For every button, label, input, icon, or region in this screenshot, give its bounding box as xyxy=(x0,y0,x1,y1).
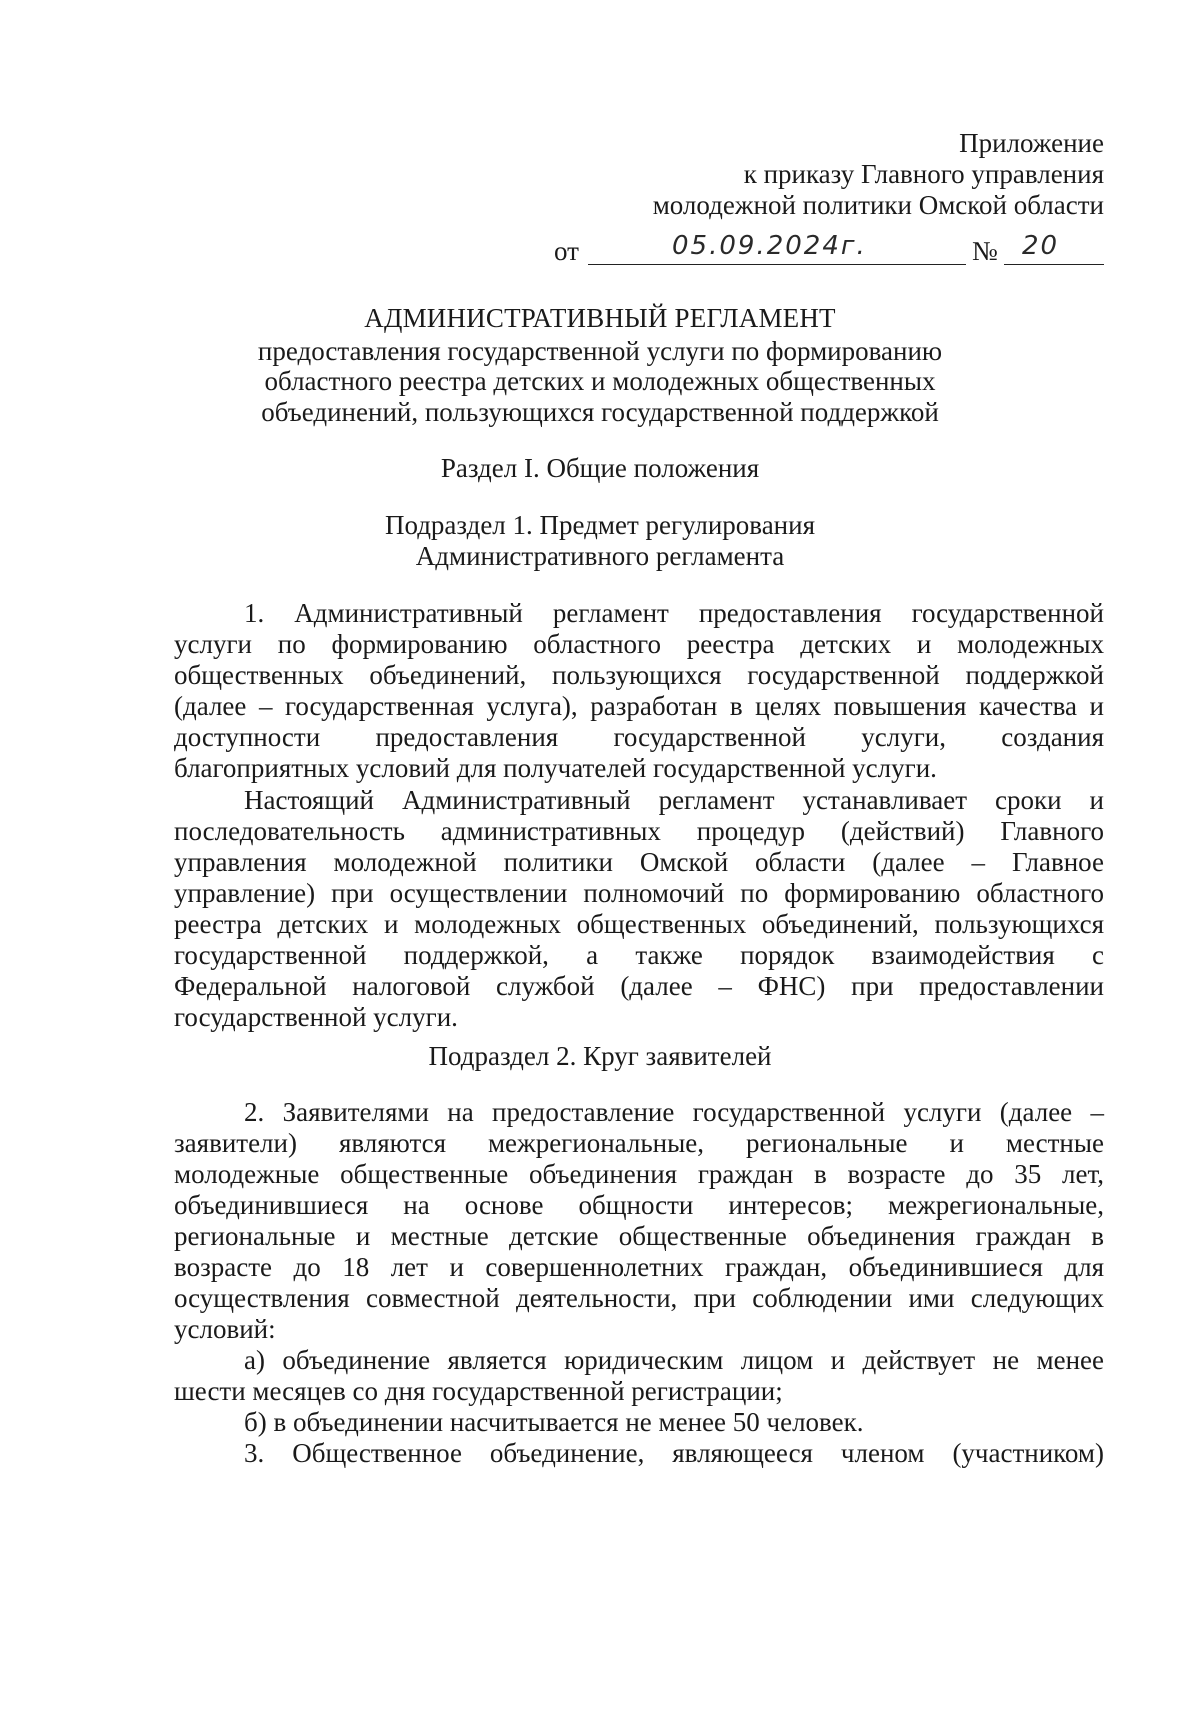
text-line: б) в объединении насчитывается не менее 50 человек. xyxy=(244,1407,864,1437)
text-line: общественных объединений, пользующихся государственной поддержкой xyxy=(174,660,1104,690)
paragraph-2 xyxy=(174,785,1104,1033)
date-prefix: от xyxy=(554,236,579,266)
handwritten-number: 20 xyxy=(1022,231,1060,261)
text-line: объединившиеся на основе общности интересов; межрегиональные, xyxy=(174,1190,1104,1220)
number-sign: № xyxy=(972,236,998,266)
text-line: Федеральной налоговой службой (далее – ФНС) при предоставлении xyxy=(174,971,1104,1001)
text-line: управление) при осуществлении полномочий по формированию областного xyxy=(174,878,1104,908)
number-underline xyxy=(1004,264,1104,265)
text-line: благоприятных условий для получателей государственной услуги. xyxy=(174,753,937,783)
text-line: Настоящий Административный регламент устанавливает сроки и xyxy=(244,785,1104,815)
text-line: шести месяцев со дня государственной регистрации; xyxy=(174,1376,783,1406)
text-line: 1. Административный регламент предоставления государственной xyxy=(244,598,1104,628)
subsection-heading-1-line-1: Подраздел 1. Предмет регулирования xyxy=(384,510,816,540)
text-line: молодежные общественные объединения граждан в возрасте до 35 лет, xyxy=(174,1159,1104,1189)
date-underline xyxy=(588,264,966,265)
text-line: 2. Заявителями на предоставление государственной услуги (далее – xyxy=(244,1097,1104,1127)
text-line: (далее – государственная услуга), разработан в целях повышения качества и xyxy=(174,691,1104,721)
text-line: региональные и местные детские общественные объединения граждан в xyxy=(174,1221,1104,1251)
section-heading: Раздел I. Общие положения xyxy=(440,453,760,483)
department-name: молодежной политики Омской области xyxy=(652,190,1104,220)
appendix-label: Приложение xyxy=(959,128,1104,158)
title-line-1: предоставления государственной услуги по формированию xyxy=(257,336,943,366)
text-line: государственной поддержкой, а также порядок взаимодействия с xyxy=(174,940,1104,970)
paragraph-3 xyxy=(174,1097,1104,1469)
order-reference: к приказу Главного управления xyxy=(743,159,1104,189)
text-line: а) объединение является юридическим лицом и действует не менее xyxy=(244,1345,1104,1375)
text-line: услуги по формированию областного реестра детских и молодежных xyxy=(174,629,1104,659)
text-line: 3. Общественное объединение, являющееся членом (участником) xyxy=(244,1438,1104,1468)
text-line: заявители) являются межрегиональные, региональные и местные xyxy=(174,1128,1104,1158)
text-line: реестра детских и молодежных общественных объединений, пользующихся xyxy=(174,909,1104,939)
title-line-2: областного реестра детских и молодежных общественных xyxy=(264,366,936,396)
subsection-heading-1-line-2: Административного регламента xyxy=(415,541,785,571)
text-line: условий: xyxy=(174,1314,276,1344)
text-line: осуществления совместной деятельности, при соблюдении ими следующих xyxy=(174,1283,1104,1313)
document-title: АДМИНИСТРАТИВНЫЙ РЕГЛАМЕНТ xyxy=(364,303,836,333)
paragraph-1 xyxy=(174,598,1104,784)
text-line: государственной услуги. xyxy=(174,1002,458,1032)
handwritten-date: 05.09.2024г. xyxy=(672,231,867,261)
text-line: доступности предоставления государственной услуги, создания xyxy=(174,722,1104,752)
subsection-heading-2: Подраздел 2. Круг заявителей xyxy=(428,1041,772,1071)
date-number-line xyxy=(554,231,1104,270)
text-line: возрасте до 18 лет и совершеннолетних граждан, объединившиеся для xyxy=(174,1252,1104,1282)
text-line: управления молодежной политики Омской области (далее – Главное xyxy=(174,847,1104,877)
text-line: последовательность административных процедур (действий) Главного xyxy=(174,816,1104,846)
title-line-3: объединений, пользующихся государственной поддержкой xyxy=(261,397,939,427)
